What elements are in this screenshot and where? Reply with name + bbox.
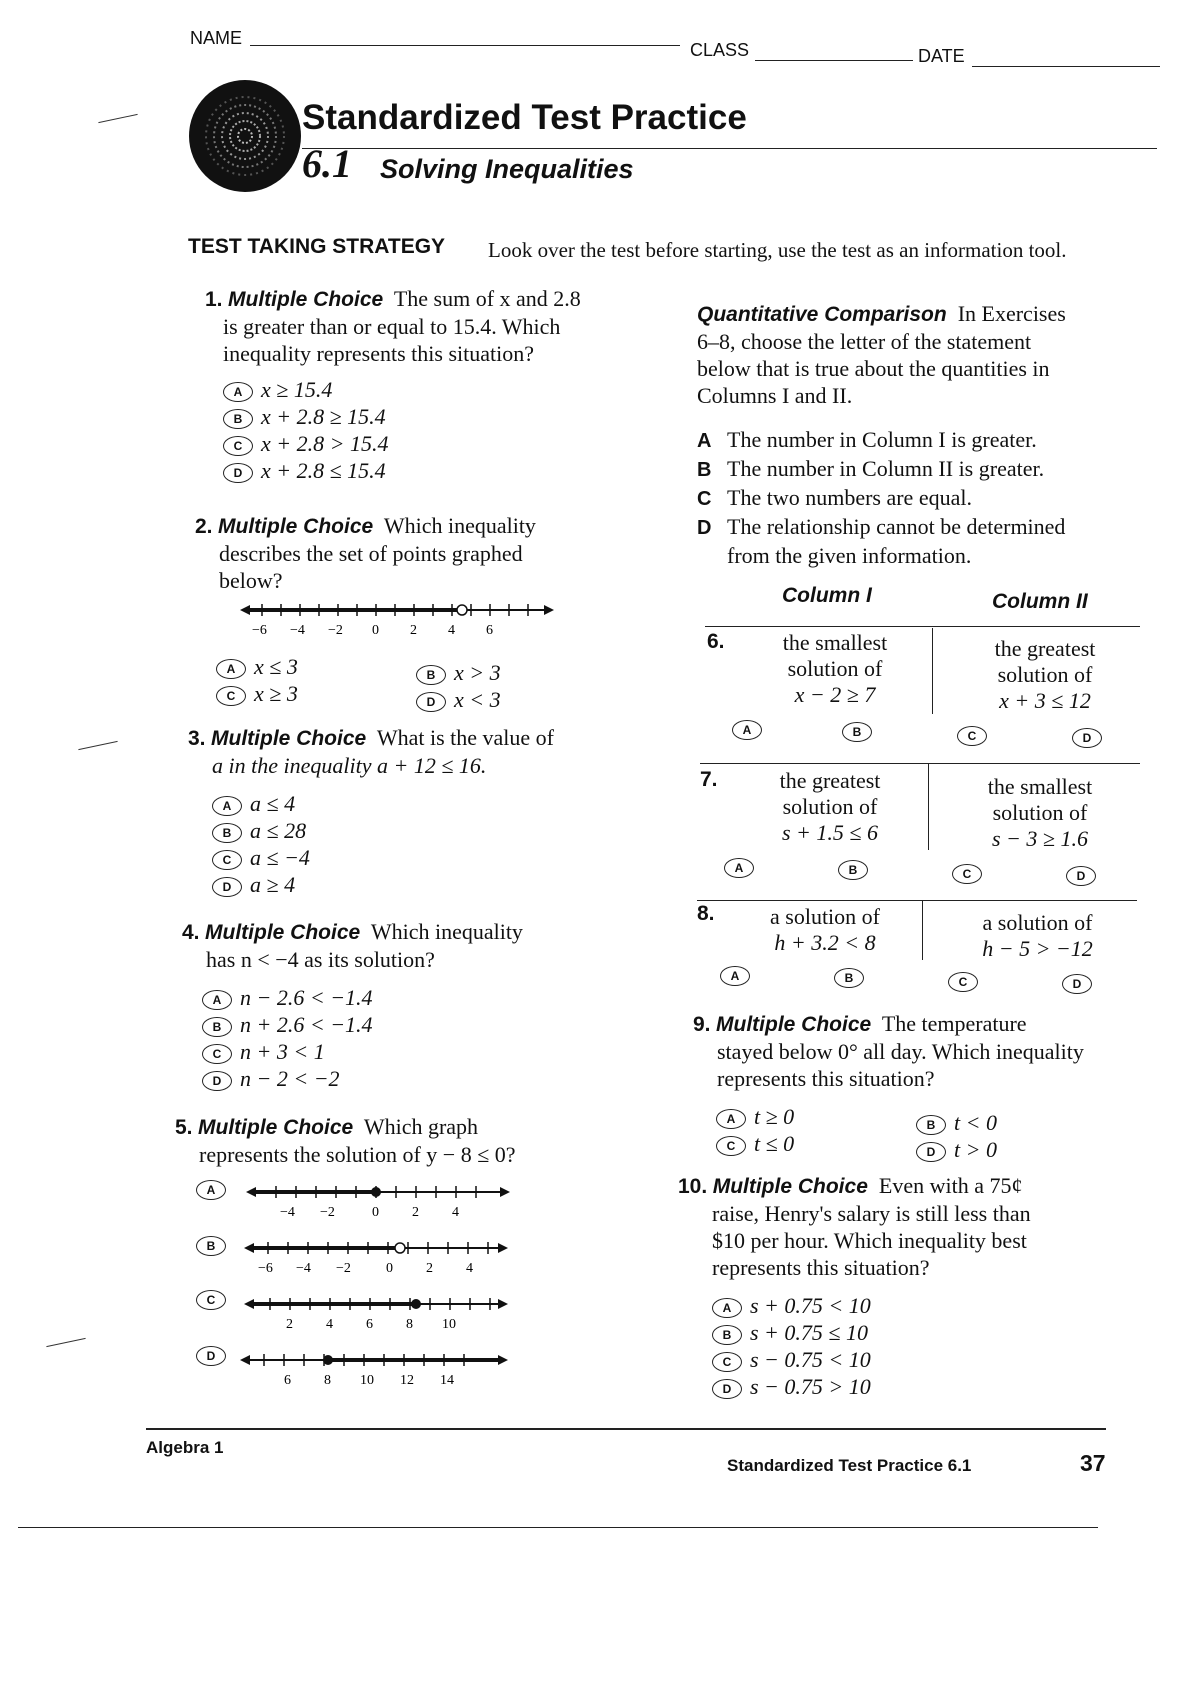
graph-option-b[interactable] bbox=[196, 1236, 234, 1256]
answer-bubble[interactable]: A bbox=[196, 1180, 226, 1200]
answer-option-d[interactable] bbox=[212, 872, 628, 899]
class-line[interactable] bbox=[755, 60, 913, 61]
tick-label: 12 bbox=[400, 1373, 414, 1388]
cell-line: a solution of bbox=[770, 904, 880, 929]
quantitative-comparison-intro bbox=[697, 300, 1167, 409]
answer-option-a[interactable] bbox=[212, 791, 628, 818]
question-number: 10. bbox=[678, 1175, 708, 1198]
class-label: CLASS bbox=[690, 40, 750, 60]
question-5 bbox=[175, 1113, 625, 1168]
answer-option-c[interactable] bbox=[212, 845, 628, 872]
section-text: In Exercises bbox=[957, 301, 1066, 326]
tick-label: 6 bbox=[486, 623, 493, 638]
option-text: a ≤ −4 bbox=[250, 845, 310, 870]
question-text: is greater than or equal to 15.4. Which bbox=[223, 314, 561, 339]
answer-option-d[interactable] bbox=[712, 1374, 1168, 1401]
answer-bubble[interactable]: D bbox=[712, 1379, 742, 1399]
row-number: 6. bbox=[707, 630, 725, 653]
option-text: a ≤ 28 bbox=[250, 818, 307, 843]
tick-label: −6 bbox=[258, 1261, 273, 1276]
column-2-cell bbox=[945, 774, 1135, 852]
date-line[interactable] bbox=[972, 66, 1160, 67]
question-number: 5. bbox=[175, 1116, 193, 1139]
question-type: Multiple Choice bbox=[198, 1116, 354, 1139]
statement-letter: B bbox=[697, 459, 712, 481]
strategy-text: Look over the test before starting, use the test as an information tool. bbox=[488, 238, 1067, 262]
answer-option-c[interactable] bbox=[202, 1039, 622, 1066]
tick-label: −2 bbox=[336, 1261, 351, 1276]
statement-letter: A bbox=[697, 430, 712, 452]
question-type: Multiple Choice bbox=[712, 1175, 868, 1198]
question-type: Multiple Choice bbox=[716, 1013, 872, 1036]
answer-bubble[interactable]: A bbox=[720, 966, 750, 986]
answer-bubble[interactable]: C bbox=[948, 972, 978, 992]
tick-label: 8 bbox=[406, 1317, 413, 1332]
answer-bubble[interactable]: C bbox=[202, 1044, 232, 1064]
cell-line: x − 2 ≥ 7 bbox=[794, 682, 876, 707]
table-rule bbox=[705, 626, 1140, 627]
option-text: s − 0.75 > 10 bbox=[750, 1374, 871, 1399]
tick-label: −6 bbox=[252, 623, 267, 638]
cell-line: x + 3 ≤ 12 bbox=[999, 688, 1091, 713]
answer-option-b[interactable] bbox=[212, 818, 628, 845]
option-text: s + 0.75 ≤ 10 bbox=[750, 1320, 868, 1345]
tick-label: 8 bbox=[324, 1373, 331, 1388]
option-text: a ≤ 4 bbox=[250, 791, 296, 816]
option-text: x < 3 bbox=[454, 687, 501, 712]
answer-bubble[interactable]: A bbox=[732, 720, 762, 740]
answer-option-d[interactable] bbox=[916, 1137, 997, 1164]
question-text: has n < −4 as its solution? bbox=[206, 947, 435, 972]
number-line-graph-c bbox=[244, 1292, 514, 1336]
lesson-title: Solving Inequalities bbox=[380, 154, 634, 184]
row-7-bubble-b[interactable] bbox=[838, 860, 876, 880]
answer-option-d[interactable] bbox=[223, 458, 645, 485]
tick-label: −4 bbox=[296, 1261, 311, 1276]
cell-line: solution of bbox=[787, 656, 883, 681]
tick-label: 6 bbox=[366, 1317, 373, 1332]
question-text: Which inequality bbox=[383, 513, 536, 538]
row-8-bubble-b[interactable] bbox=[834, 968, 872, 988]
option-text: x ≥ 15.4 bbox=[261, 377, 333, 402]
option-text: x ≥ 3 bbox=[254, 681, 298, 706]
option-text: s + 0.75 < 10 bbox=[750, 1293, 871, 1318]
scan-mark bbox=[46, 1338, 85, 1347]
column-1-cell bbox=[740, 768, 920, 846]
tick-label: 14 bbox=[440, 1373, 454, 1388]
column-2-header: Column II bbox=[992, 590, 1088, 613]
option-text: t ≤ 0 bbox=[754, 1131, 795, 1156]
tick-label: 2 bbox=[410, 623, 417, 638]
question-text: a in the inequality a + 12 ≤ 16. bbox=[212, 753, 487, 778]
question-9 bbox=[693, 1010, 1173, 1092]
option-text: a ≥ 4 bbox=[250, 872, 296, 897]
number-line-graph-d bbox=[240, 1348, 514, 1392]
cell-line: h − 5 > −12 bbox=[982, 936, 1093, 961]
tick-label: −4 bbox=[280, 1205, 295, 1220]
scan-mark bbox=[78, 741, 117, 750]
answer-bubble[interactable]: D bbox=[416, 692, 446, 712]
statement-text: The two numbers are equal. bbox=[727, 485, 972, 510]
tick-label: 4 bbox=[452, 1205, 459, 1220]
lesson-number: 6.1 bbox=[302, 141, 352, 186]
cell-line: solution of bbox=[782, 794, 878, 819]
tick-label: 4 bbox=[448, 623, 455, 638]
footer-section: Standardized Test Practice 6.1 bbox=[727, 1456, 972, 1475]
option-text: n + 3 < 1 bbox=[240, 1039, 325, 1064]
answer-bubble[interactable]: A bbox=[223, 382, 253, 402]
question-type: Multiple Choice bbox=[211, 727, 367, 750]
row-6-bubble-b[interactable] bbox=[842, 722, 880, 742]
tick-label: −2 bbox=[328, 623, 343, 638]
answer-bubble[interactable]: B bbox=[202, 1017, 232, 1037]
option-text: n − 2.6 < −1.4 bbox=[240, 985, 373, 1010]
answer-bubble[interactable]: D bbox=[223, 463, 253, 483]
option-text: x + 2.8 > 15.4 bbox=[261, 431, 389, 456]
tick-label: 2 bbox=[286, 1317, 293, 1332]
question-text: The sum of x and 2.8 bbox=[393, 286, 581, 311]
question-text: What is the value of bbox=[376, 725, 554, 750]
answer-bubble[interactable]: D bbox=[212, 877, 242, 897]
question-text: $10 per hour. Which inequality best bbox=[712, 1228, 1027, 1253]
question-type: Multiple Choice bbox=[218, 515, 374, 538]
number-line-graph-a bbox=[246, 1180, 516, 1224]
option-text: n − 2 < −2 bbox=[240, 1066, 340, 1091]
cell-line: h + 3.2 < 8 bbox=[774, 930, 876, 955]
question-2 bbox=[195, 512, 635, 594]
answer-bubble[interactable]: A bbox=[716, 1109, 746, 1129]
date-label: DATE bbox=[918, 46, 965, 66]
question-text: below? bbox=[219, 568, 283, 593]
scan-bottom-line bbox=[18, 1527, 1098, 1528]
answer-bubble[interactable]: C bbox=[223, 436, 253, 456]
row-6-bubble-c[interactable] bbox=[957, 726, 995, 746]
answer-option-b[interactable] bbox=[202, 1012, 622, 1039]
row-6-bubble-d[interactable] bbox=[1072, 728, 1110, 748]
row-8-bubble-d[interactable] bbox=[1062, 974, 1100, 994]
number-line-graph-b bbox=[244, 1236, 514, 1280]
question-3 bbox=[188, 724, 628, 899]
row-number: 7. bbox=[700, 768, 718, 791]
statement-letter: C bbox=[697, 488, 712, 510]
question-text: represents this situation? bbox=[717, 1066, 935, 1091]
column-divider bbox=[928, 764, 929, 850]
tick-label: 0 bbox=[386, 1261, 393, 1276]
answer-bubble[interactable]: C bbox=[216, 686, 246, 706]
tick-label: 0 bbox=[372, 1205, 379, 1220]
question-number: 3. bbox=[188, 727, 206, 750]
answer-option-b[interactable] bbox=[223, 404, 645, 431]
answer-bubble[interactable]: D bbox=[196, 1346, 226, 1366]
question-text: represents this situation? bbox=[712, 1255, 930, 1280]
column-2-cell bbox=[940, 910, 1135, 962]
answer-option-a[interactable] bbox=[712, 1293, 1168, 1320]
column-2-cell bbox=[950, 636, 1140, 714]
question-number: 9. bbox=[693, 1013, 711, 1036]
answer-bubble[interactable]: A bbox=[202, 990, 232, 1010]
tick-label: −4 bbox=[290, 623, 305, 638]
answer-bubble[interactable]: A bbox=[216, 659, 246, 679]
answer-option-b[interactable] bbox=[712, 1320, 1168, 1347]
answer-option-d[interactable] bbox=[416, 687, 501, 714]
table-rule bbox=[697, 900, 1137, 901]
cell-line: solution of bbox=[992, 800, 1088, 825]
question-text: inequality represents this situation? bbox=[223, 341, 534, 366]
answer-option-a[interactable] bbox=[716, 1104, 794, 1131]
option-text: n + 2.6 < −1.4 bbox=[240, 1012, 373, 1037]
answer-bubble[interactable]: D bbox=[916, 1142, 946, 1162]
option-text: x ≤ 3 bbox=[254, 654, 298, 679]
answer-option-c[interactable] bbox=[712, 1347, 1168, 1374]
title-rule bbox=[302, 148, 1157, 149]
answer-bubble[interactable]: B bbox=[834, 968, 864, 988]
question-text: describes the set of points graphed bbox=[219, 541, 523, 566]
row-8-bubble-c[interactable] bbox=[948, 972, 986, 992]
column-divider bbox=[932, 628, 933, 714]
question-10 bbox=[678, 1172, 1168, 1401]
tick-label: 10 bbox=[442, 1317, 456, 1332]
cell-line: the greatest bbox=[779, 768, 881, 793]
statement-text: The number in Column I is greater. bbox=[727, 427, 1037, 452]
option-text: s − 0.75 < 10 bbox=[750, 1347, 871, 1372]
tick-label: 6 bbox=[284, 1373, 291, 1388]
graph-option-c[interactable] bbox=[196, 1290, 234, 1310]
cell-line: s − 3 ≥ 1.6 bbox=[992, 826, 1088, 851]
answer-bubble[interactable]: C bbox=[957, 726, 987, 746]
question-text: represents the solution of y − 8 ≤ 0? bbox=[199, 1142, 516, 1167]
graph-option-d[interactable] bbox=[196, 1346, 234, 1366]
concentric-circles-logo bbox=[185, 78, 305, 198]
question-4 bbox=[182, 918, 622, 1093]
answer-bubble[interactable]: C bbox=[196, 1290, 226, 1310]
tick-label: 4 bbox=[466, 1261, 473, 1276]
section-text: 6–8, choose the letter of the statement bbox=[697, 329, 1032, 354]
name-label: NAME bbox=[190, 28, 243, 48]
footer-course: Algebra 1 bbox=[146, 1438, 224, 1457]
answer-bubble[interactable]: B bbox=[712, 1325, 742, 1345]
statement-letter: D bbox=[697, 517, 712, 539]
option-text: t ≥ 0 bbox=[754, 1104, 795, 1129]
cell-line: the smallest bbox=[987, 774, 1093, 799]
answer-bubble[interactable]: B bbox=[223, 409, 253, 429]
row-8-bubble-a[interactable] bbox=[720, 966, 758, 986]
row-6-bubble-a[interactable] bbox=[732, 720, 770, 740]
option-text: t > 0 bbox=[954, 1137, 997, 1162]
tick-label: 0 bbox=[372, 623, 379, 638]
name-line[interactable] bbox=[250, 45, 680, 46]
answer-option-a[interactable] bbox=[202, 985, 622, 1012]
column-1-cell bbox=[745, 630, 925, 708]
comparison-statements bbox=[697, 426, 1167, 569]
answer-bubble[interactable]: D bbox=[202, 1071, 232, 1091]
question-number: 2. bbox=[195, 515, 213, 538]
answer-bubble[interactable]: D bbox=[1066, 866, 1096, 886]
cell-line: a solution of bbox=[982, 910, 1093, 935]
footer-rule bbox=[146, 1428, 1106, 1430]
answer-bubble[interactable]: B bbox=[916, 1115, 946, 1135]
statement-text: from the given information. bbox=[727, 543, 972, 568]
page-title: Standardized Test Practice bbox=[302, 98, 747, 137]
answer-option-a[interactable] bbox=[223, 377, 645, 404]
answer-bubble[interactable]: C bbox=[712, 1352, 742, 1372]
row-number: 8. bbox=[697, 902, 715, 925]
question-type: Multiple Choice bbox=[228, 288, 384, 311]
section-type: Quantitative Comparison bbox=[697, 303, 947, 326]
answer-bubble[interactable]: B bbox=[838, 860, 868, 880]
page-number: 37 bbox=[1080, 1450, 1106, 1476]
question-text: raise, Henry's salary is still less than bbox=[712, 1201, 1031, 1226]
graph-option-a[interactable] bbox=[196, 1180, 234, 1200]
statement-text: The number in Column II is greater. bbox=[727, 456, 1045, 481]
option-text: x > 3 bbox=[454, 660, 501, 685]
table-rule bbox=[700, 763, 1140, 764]
option-text: x + 2.8 ≤ 15.4 bbox=[261, 458, 386, 483]
question-text: stayed below 0° all day. Which inequality bbox=[717, 1039, 1084, 1064]
answer-bubble[interactable]: B bbox=[212, 823, 242, 843]
section-text: Columns I and II. bbox=[697, 383, 853, 408]
tick-label: 2 bbox=[412, 1205, 419, 1220]
row-7-bubble-a[interactable] bbox=[724, 858, 762, 878]
strategy-label: TEST TAKING STRATEGY bbox=[188, 235, 446, 258]
question-text: The temperature bbox=[881, 1011, 1027, 1036]
row-7-bubble-c[interactable] bbox=[952, 864, 990, 884]
row-7-bubble-d[interactable] bbox=[1066, 866, 1104, 886]
answer-option-c[interactable] bbox=[223, 431, 645, 458]
number-line-q2 bbox=[240, 598, 560, 642]
answer-option-c[interactable] bbox=[716, 1131, 794, 1158]
tick-label: 2 bbox=[426, 1261, 433, 1276]
tick-label: 10 bbox=[360, 1373, 374, 1388]
answer-option-b[interactable] bbox=[416, 660, 501, 687]
answer-bubble[interactable]: A bbox=[212, 796, 242, 816]
column-1-header: Column I bbox=[782, 584, 872, 607]
answer-bubble[interactable]: B bbox=[416, 665, 446, 685]
answer-option-b[interactable] bbox=[916, 1110, 997, 1137]
scan-mark bbox=[98, 114, 137, 123]
answer-option-d[interactable] bbox=[202, 1066, 622, 1093]
cell-line: s + 1.5 ≤ 6 bbox=[782, 820, 878, 845]
column-divider bbox=[922, 900, 923, 960]
section-text: below that is true about the quantities in bbox=[697, 356, 1050, 381]
cell-line: solution of bbox=[997, 662, 1093, 687]
answer-option-a[interactable] bbox=[216, 654, 298, 681]
answer-bubble[interactable]: B bbox=[196, 1236, 226, 1256]
answer-option-c[interactable] bbox=[216, 681, 298, 708]
answer-bubble[interactable]: B bbox=[842, 722, 872, 742]
tick-label: −2 bbox=[320, 1205, 335, 1220]
question-number: 1. bbox=[205, 288, 223, 311]
question-1 bbox=[205, 285, 645, 485]
cell-line: the greatest bbox=[994, 636, 1096, 661]
question-text: Which graph bbox=[363, 1114, 479, 1139]
answer-bubble[interactable]: C bbox=[952, 864, 982, 884]
tick-label: 4 bbox=[326, 1317, 333, 1332]
option-text: t < 0 bbox=[954, 1110, 997, 1135]
option-text: x + 2.8 ≥ 15.4 bbox=[261, 404, 386, 429]
answer-bubble[interactable]: C bbox=[716, 1136, 746, 1156]
statement-text: The relationship cannot be determined bbox=[727, 514, 1066, 539]
answer-bubble[interactable]: C bbox=[212, 850, 242, 870]
question-text: Which inequality bbox=[370, 919, 523, 944]
answer-bubble[interactable]: D bbox=[1062, 974, 1092, 994]
question-number: 4. bbox=[182, 921, 200, 944]
answer-bubble[interactable]: A bbox=[724, 858, 754, 878]
question-type: Multiple Choice bbox=[205, 921, 361, 944]
column-1-cell bbox=[735, 904, 915, 956]
question-text: Even with a 75¢ bbox=[878, 1173, 1023, 1198]
cell-line: the smallest bbox=[782, 630, 888, 655]
answer-bubble[interactable]: A bbox=[712, 1298, 742, 1318]
answer-bubble[interactable]: D bbox=[1072, 728, 1102, 748]
